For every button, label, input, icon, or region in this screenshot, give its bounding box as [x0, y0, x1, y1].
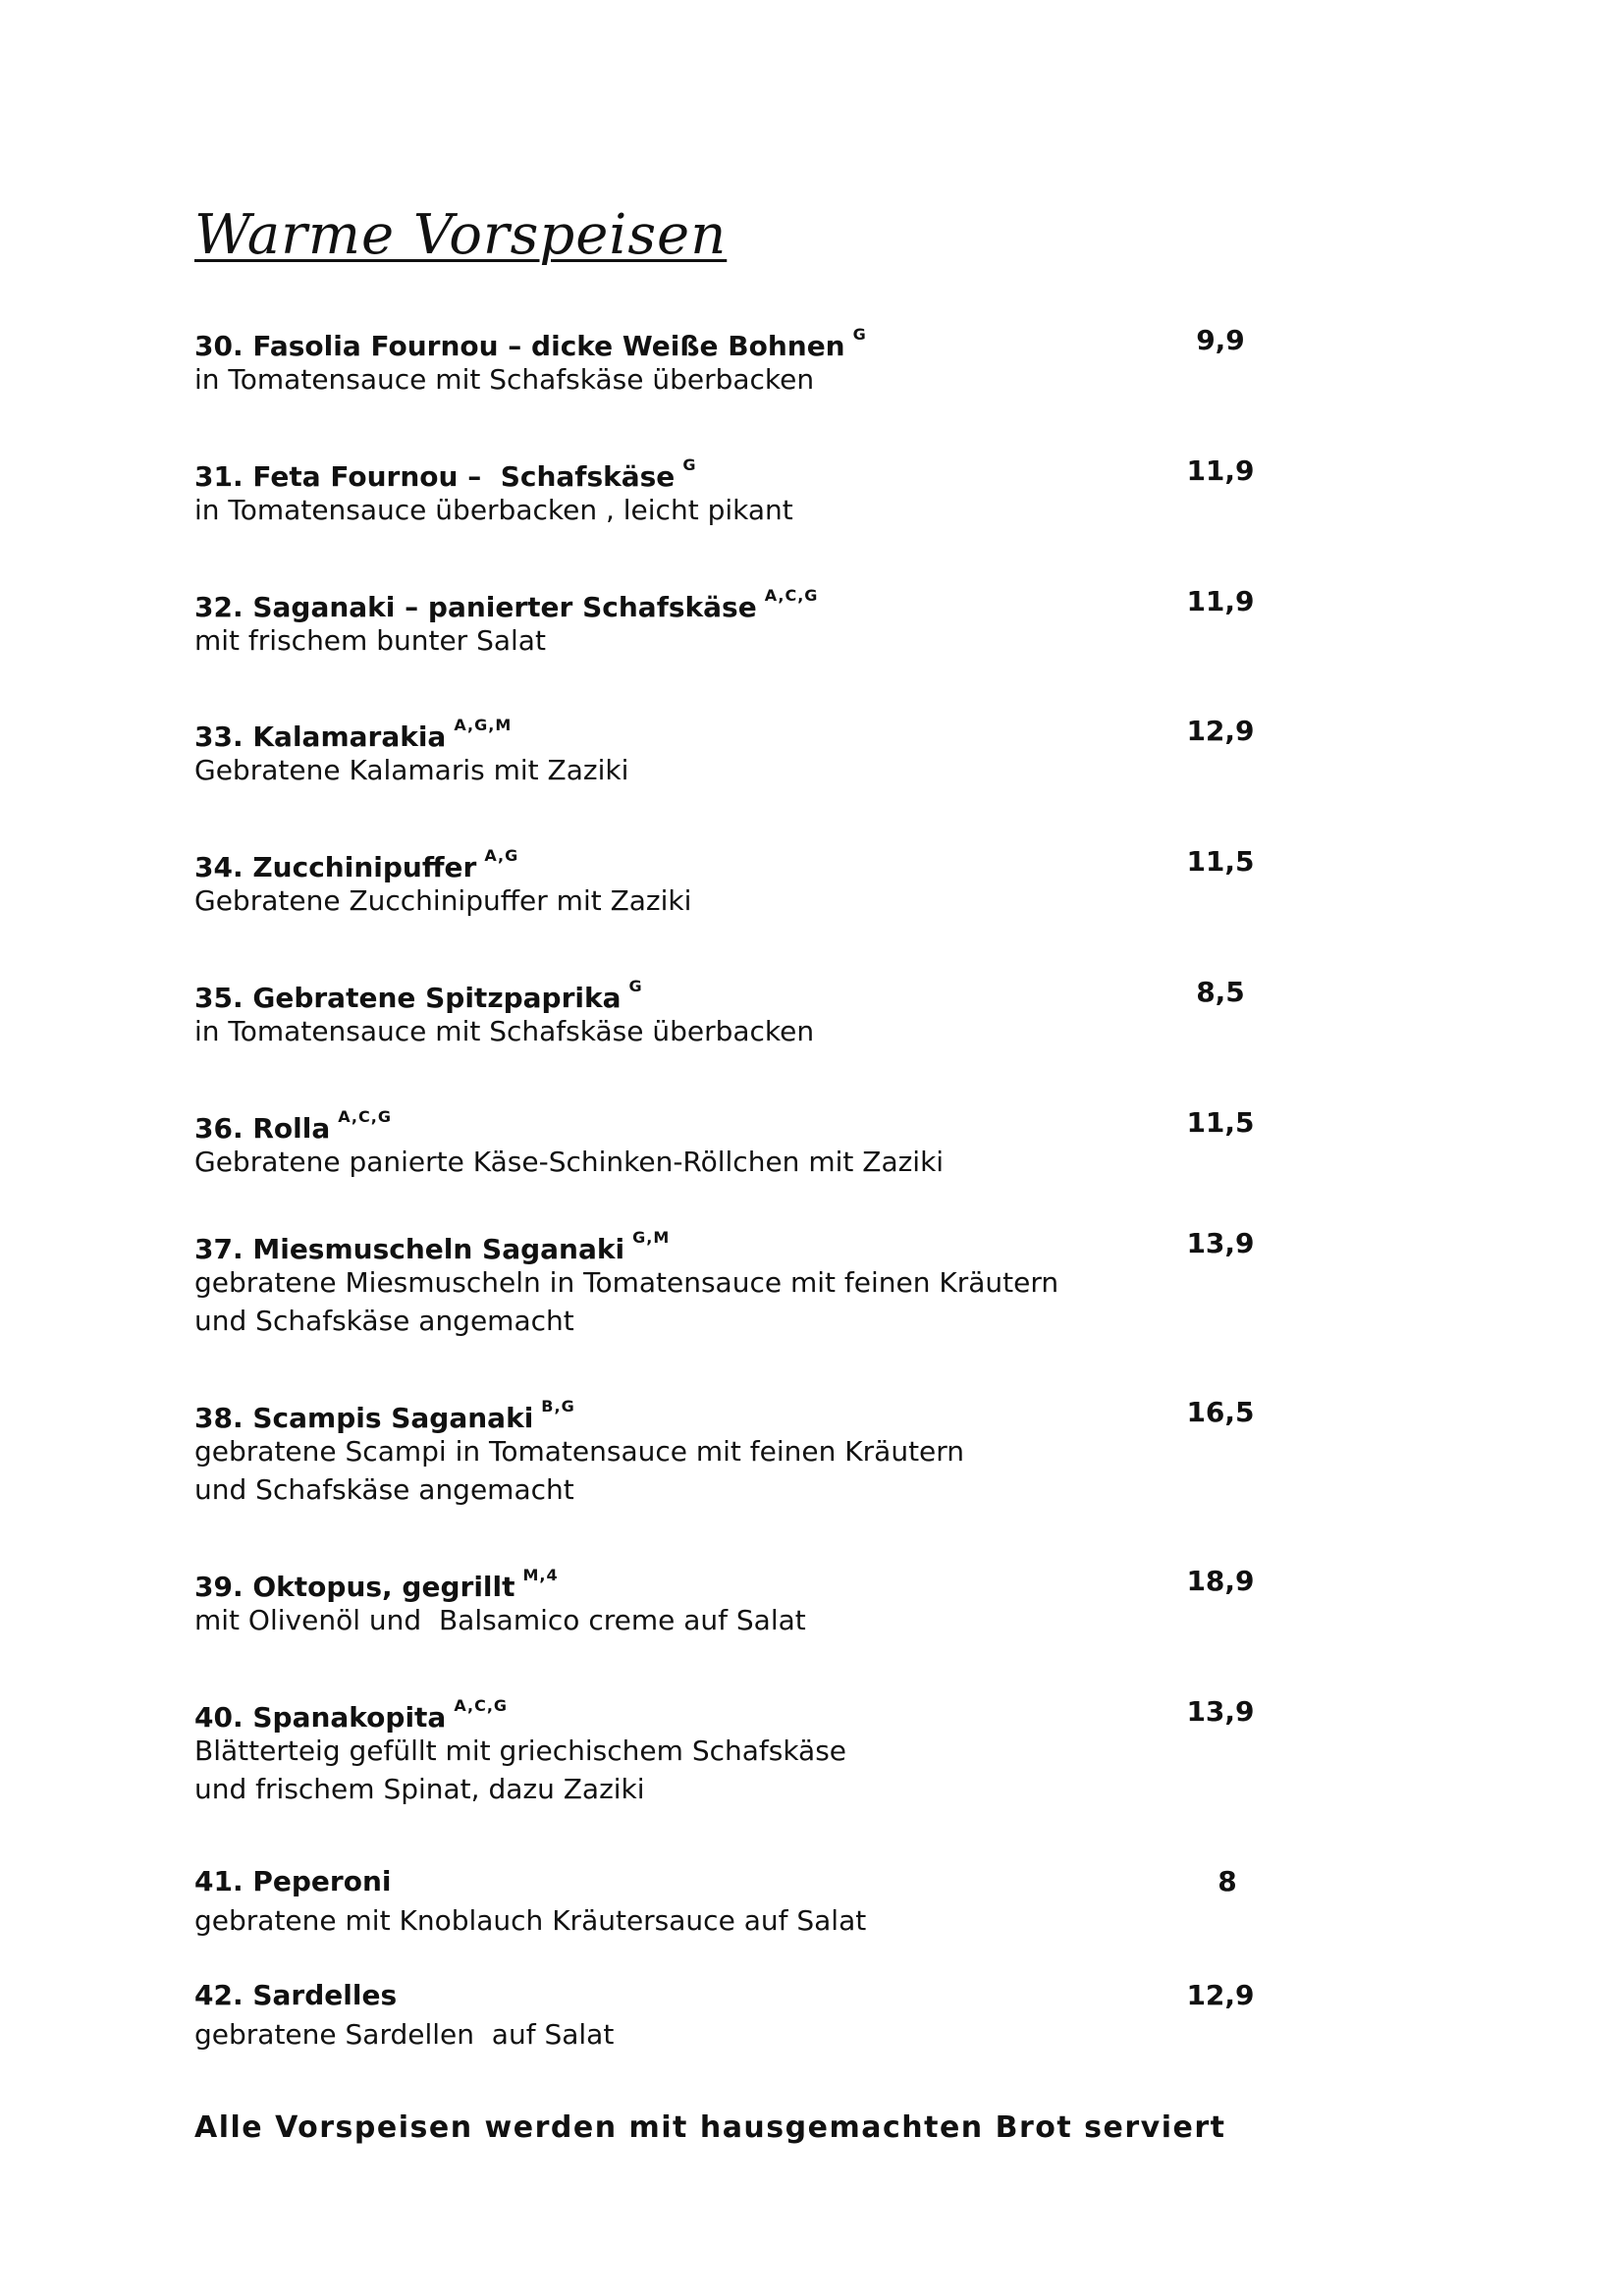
item-description: und Schafskäse angemacht	[194, 1473, 574, 1506]
menu-item-33	[194, 712, 1284, 789]
item-number: 30.	[194, 330, 244, 363]
item-price: 11,5	[1186, 1106, 1255, 1139]
item-number: 42.	[194, 1979, 244, 2011]
item-name: Spanakopita	[252, 1701, 447, 1735]
menu-item-35	[194, 973, 1284, 1050]
item-price: 13,9	[1186, 1695, 1255, 1728]
item-description: und Schafskäse angemacht	[194, 1305, 574, 1337]
item-allergens: A,C,G	[454, 1696, 509, 1715]
item-price: 11,9	[1186, 585, 1255, 617]
item-allergens: A,C,G	[338, 1107, 392, 1126]
item-number: 31.	[194, 460, 244, 494]
item-description: mit Olivenöl und Balsamico creme auf Salat	[194, 1604, 806, 1636]
item-number: 37.	[194, 1233, 244, 1266]
item-description: Gebratene Kalamaris mit Zaziki	[194, 754, 629, 786]
item-description: in Tomatensauce mit Schafskäse überbacken	[194, 1015, 815, 1047]
menu-item-38	[194, 1393, 1284, 1509]
item-name: Oktopus, gegrillt	[252, 1571, 515, 1604]
item-number: 36.	[194, 1112, 244, 1146]
item-description: in Tomatensauce überbacken , leicht pikant	[194, 494, 793, 526]
item-price: 12,9	[1186, 1979, 1255, 2011]
item-name: Scampis Saganaki	[252, 1402, 534, 1435]
item-allergens: G	[852, 325, 867, 344]
menu-item-37	[194, 1224, 1284, 1340]
menu-item-30	[194, 321, 1284, 399]
item-price: 11,5	[1186, 845, 1255, 878]
item-allergens: A,C,G	[764, 586, 819, 605]
item-number: 41.	[194, 1865, 244, 1897]
menu-item-34	[194, 842, 1284, 920]
item-number: 34.	[194, 851, 244, 884]
item-name: Saganaki – panierter Schafskäse	[252, 591, 757, 624]
item-description: gebratene Scampi in Tomatensauce mit feinen Kräutern	[194, 1435, 965, 1468]
item-price: 13,9	[1186, 1227, 1255, 1259]
item-allergens: B,G	[541, 1397, 575, 1415]
menu-item-39	[194, 1562, 1284, 1639]
item-name: Feta Fournou – Schafskäse	[252, 460, 676, 494]
item-name: Peperoni	[252, 1865, 392, 1897]
item-number: 32.	[194, 591, 244, 624]
item-price: 8	[1218, 1865, 1237, 1897]
item-allergens: M,4	[522, 1566, 559, 1584]
page-title: Warme Vorspeisen	[194, 203, 728, 267]
item-number: 38.	[194, 1402, 244, 1435]
menu-item-36	[194, 1103, 1284, 1181]
item-name: Fasolia Fournou – dicke Weiße Bohnen	[252, 330, 845, 363]
item-description: gebratene Sardellen auf Salat	[194, 2018, 615, 2051]
menu-item-31	[194, 452, 1284, 529]
item-price: 12,9	[1186, 715, 1255, 747]
item-description: Gebratene Zucchinipuffer mit Zaziki	[194, 884, 692, 917]
menu-item-41	[194, 1862, 1284, 1940]
item-price: 9,9	[1196, 324, 1245, 356]
item-number: 40.	[194, 1701, 244, 1735]
menu-item-42	[194, 1976, 1284, 2054]
item-name: Kalamarakia	[252, 721, 447, 754]
item-allergens: G,M	[632, 1228, 671, 1247]
item-description: gebratene Miesmuscheln in Tomatensauce mit feinen Kräutern	[194, 1266, 1059, 1299]
footer-note: Alle Vorspeisen werden mit hausgemachten Brot serviert	[194, 2110, 1226, 2145]
menu-item-40	[194, 1692, 1284, 1808]
item-description: in Tomatensauce mit Schafskäse überbacken	[194, 363, 815, 396]
item-description: mit frischem bunter Salat	[194, 624, 546, 657]
item-description: und frischem Spinat, dazu Zaziki	[194, 1773, 645, 1805]
item-name: Gebratene Spitzpaprika	[252, 982, 622, 1015]
item-allergens: A,G,M	[454, 716, 513, 734]
item-allergens: A,G	[484, 846, 519, 865]
item-price: 8,5	[1196, 976, 1245, 1008]
menu-item-32	[194, 582, 1284, 660]
item-number: 39.	[194, 1571, 244, 1604]
item-name: Rolla	[252, 1112, 331, 1146]
item-allergens: G	[628, 977, 643, 995]
item-description: Gebratene panierte Käse-Schinken-Röllchen mit Zaziki	[194, 1146, 945, 1178]
item-price: 18,9	[1186, 1565, 1255, 1597]
item-description: gebratene mit Knoblauch Kräutersauce auf Salat	[194, 1904, 867, 1937]
item-name: Zucchinipuffer	[252, 851, 477, 884]
item-name: Sardelles	[252, 1979, 398, 2011]
item-price: 16,5	[1186, 1396, 1255, 1428]
item-description: Blätterteig gefüllt mit griechischem Schafskäse	[194, 1735, 847, 1767]
item-price: 11,9	[1186, 454, 1255, 487]
item-allergens: G	[682, 455, 697, 474]
item-number: 33.	[194, 721, 244, 754]
item-number: 35.	[194, 982, 244, 1015]
item-name: Miesmuscheln Saganaki	[252, 1233, 625, 1266]
